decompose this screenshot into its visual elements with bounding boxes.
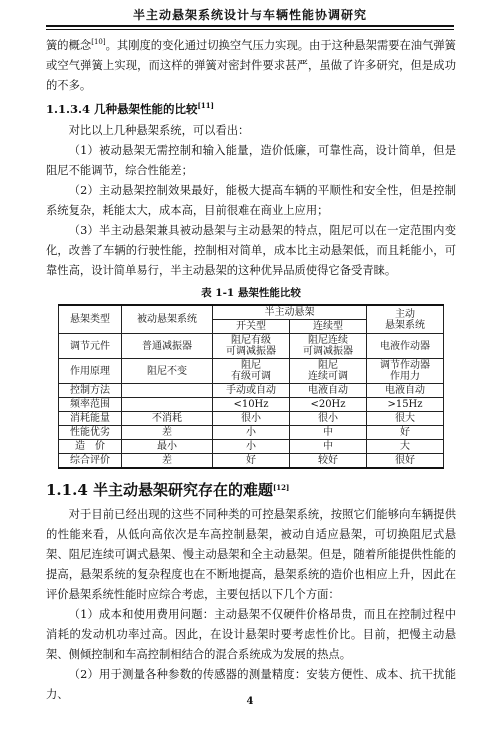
table-cell: 大 [367, 440, 444, 454]
table-cell: 电液自动 [290, 384, 367, 398]
table-header-type: 悬架类型 [59, 305, 122, 334]
section-heading-1134: 1.1.3.4 几种悬架性能的比较[11] [46, 101, 214, 116]
table-header-semi: 半主动悬架 [213, 305, 367, 320]
table-row [59, 426, 444, 440]
table-row [59, 454, 444, 469]
table-cell [122, 398, 213, 412]
table-cell: 阻尼 有级可调 [213, 359, 290, 384]
table-cell: 阻尼有级 可调减振器 [213, 334, 290, 359]
table-row-label: 综合评价 [59, 454, 122, 469]
table-cell: 普通减振器 [122, 334, 213, 359]
table-cell: 小 [213, 426, 290, 440]
table-cell: 很好 [367, 454, 444, 469]
citation: [10] [91, 38, 106, 46]
table-cell: 最小 [122, 440, 213, 454]
paragraph-difficulty-1: （1）成本和使用费用问题：主动悬架不仅硬件价格昂贵，而且在控制过程中消耗的发动机功率过高。因此，在设计悬架时要考虑性价比。目前，把慢主动悬架、侧倾控制和车高控制相结合的混合系统成为发展的热点。 [46, 608, 456, 661]
page-number: 4 [246, 696, 254, 707]
table-caption: 表 1-1 悬架性能比较 [201, 287, 301, 299]
paragraph-difficulty: 对于目前已经出现的这些不同种类的可控悬架系统，按照它们能够向车辆提供的性能来看，从低向高依次是车高控制悬架，被动自适应悬架，可切换阻尼式悬架、阻尼连续可调式悬架、慢主动悬架和全主动悬架。但是，随着所能提供性能的提高，悬架系统的复杂程度也在不断地提高，悬架系统的造价也相应上升，因此在评价悬架系统性能时应综合考虑，主要包括以下几个方面： [46, 508, 456, 601]
table-row-label: 造 价 [59, 440, 122, 454]
table-cell: 手动或自动 [213, 384, 290, 398]
table-cell: 很小 [290, 412, 367, 426]
table-cell: 差 [122, 454, 213, 469]
table-row-label: 调节元件 [59, 334, 122, 359]
header-rule-thick [46, 25, 454, 27]
table-cell: 小 [213, 440, 290, 454]
section-heading-114: 1.1.4 半主动悬架研究存在的难题[12] [46, 481, 290, 499]
table-header-semi-switch: 开关型 [213, 320, 290, 334]
table-cell: 较好 [290, 454, 367, 469]
table-body [59, 334, 444, 469]
paragraph-item-3: （3）半主动悬架兼具被动悬架与主动悬架的特点，阻尼可以在一定范围内变化，改善了车辆的行驶性能，控制相对简单，成本比主动悬架低，而且耗能小，可靠性高，设计简单易行，半主动悬架的这种优异品质使得它备受青睐。 [46, 224, 456, 277]
table-row-label: 作用原理 [59, 359, 122, 384]
table-cell [122, 384, 213, 398]
table-cell: 阻尼不变 [122, 359, 213, 384]
citation: [12] [272, 483, 290, 492]
comparison-table [58, 304, 444, 469]
table-cell: 调节作动器 作用力 [367, 359, 444, 384]
table-row [59, 440, 444, 454]
citation: [11] [197, 101, 214, 110]
paragraph-intro: 簧的概念[10]。其刚度的变化通过切换空气压力实现。由于这种悬架需要在油气弹簧或空气弹簧上实现，而这样的弹簧对密封件要求甚严，虽做了许多研究，但是成功的不多。 [46, 38, 456, 92]
table-cell: 中 [290, 440, 367, 454]
table-cell: 阻尼 连续可调 [290, 359, 367, 384]
table-row-label: 频率范围 [59, 398, 122, 412]
table-cell: 电液自动 [367, 384, 444, 398]
header-rule-thin [46, 29, 454, 30]
table-row [59, 384, 444, 398]
table-cell: <10Hz [213, 398, 290, 412]
table-row-label: 性能优劣 [59, 426, 122, 440]
table-row-label: 消耗能量 [59, 412, 122, 426]
table-cell: 很小 [213, 412, 290, 426]
paragraph-item-1: （1）被动悬架无需控制和输入能量，造价低廉，可靠性高，设计简单，但是阻尼不能调节，综合性能差； [46, 144, 456, 177]
table-row [59, 412, 444, 426]
paragraph-difficulty-2: （2）用于测量各种参数的传感器的测量精度：安装方便性、成本、抗干扰能力、 [46, 668, 456, 701]
paragraph-compare-lead: 对比以上几种悬架系统，可以看出： [68, 124, 250, 137]
table-cell: 好 [367, 426, 444, 440]
table-header-semi-continuous: 连续型 [290, 320, 367, 334]
table-cell: 很大 [367, 412, 444, 426]
table-row [59, 359, 444, 384]
table-header-active: 主动 悬架系统 [367, 305, 444, 334]
table-cell: 中 [290, 426, 367, 440]
paragraph-item-2: （2）主动悬架控制效果最好，能极大提高车辆的平顺性和安全性，但是控制系统复杂，耗能太大，成本高，目前很难在商业上应用； [46, 184, 456, 217]
table-row [59, 398, 444, 412]
table-cell: <20Hz [290, 398, 367, 412]
table-cell: 好 [213, 454, 290, 469]
table-cell: 差 [122, 426, 213, 440]
table-header-passive: 被动悬架系统 [122, 305, 213, 334]
table-cell: 电液作动器 [367, 334, 444, 359]
table-cell: >15Hz [367, 398, 444, 412]
table-cell: 阻尼连续 可调减振器 [290, 334, 367, 359]
running-header: 半主动悬架系统设计与车辆性能协调研究 [132, 8, 367, 22]
table-cell: 不消耗 [122, 412, 213, 426]
table-row-label: 控制方法 [59, 384, 122, 398]
body-content [46, 36, 456, 705]
table-row [59, 334, 444, 359]
